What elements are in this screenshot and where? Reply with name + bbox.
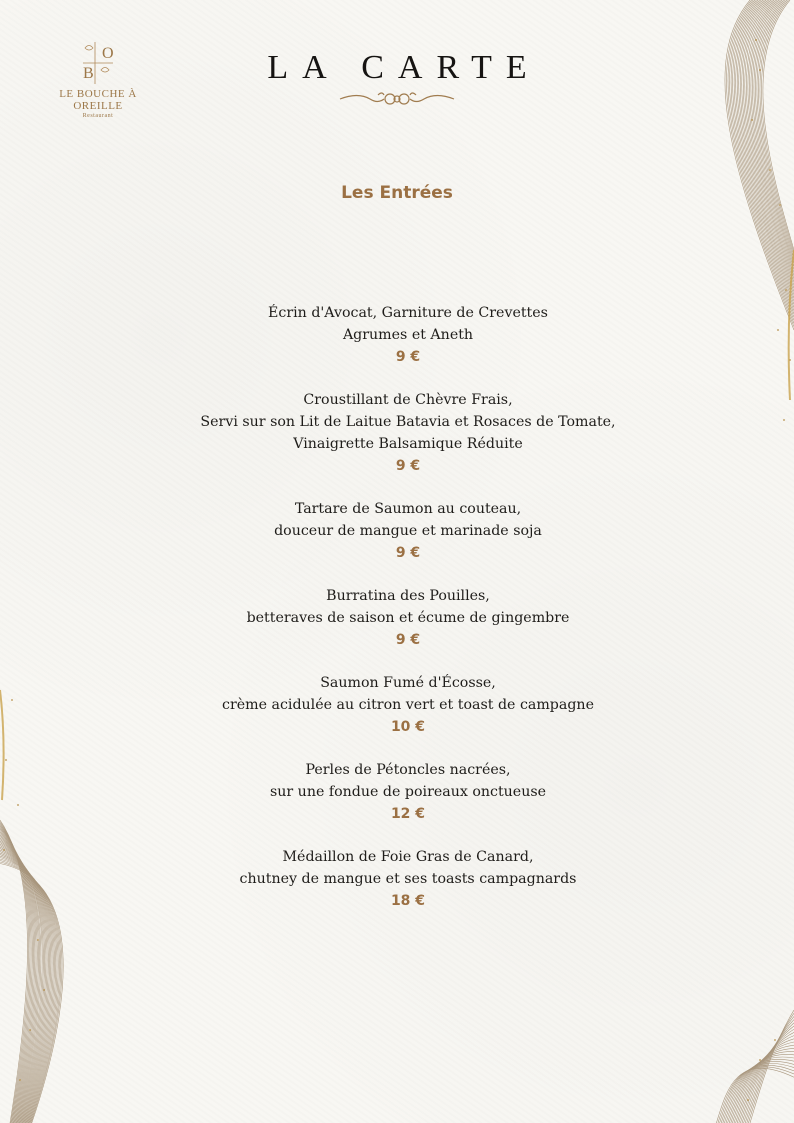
menu-item-description: Tartare de Saumon au couteau, <box>294 501 522 517</box>
menu-item-description: Servi sur son Lit de Laitue Batavia et Rosaces de Tomate, <box>200 414 616 430</box>
menu-item-description: Burratina des Pouilles, <box>326 588 490 604</box>
menu-item-description: Écrin d'Avocat, Garniture de Crevettes <box>268 305 548 321</box>
flourish-ornament-icon <box>338 88 456 110</box>
section-title-entrees: Les Entrées <box>341 183 453 203</box>
menu-item <box>100 846 716 912</box>
menu-item-price: 9 € <box>395 632 421 648</box>
menu-item <box>100 389 716 477</box>
menu-item <box>100 585 716 651</box>
menu-item-description: Médaillon de Foie Gras de Canard, <box>282 849 534 865</box>
menu-item-price: 9 € <box>395 458 421 474</box>
menu-item-description: Perles de Pétoncles nacrées, <box>305 762 511 778</box>
menu-item-description: crème acidulée au citron vert et toast de campagne <box>222 697 594 713</box>
menu-list <box>100 302 716 933</box>
logo-letter-o: O <box>102 45 114 62</box>
menu-item-price: 10 € <box>390 719 426 735</box>
menu-item-description: Vinaigrette Balsamique Réduite <box>293 436 523 452</box>
menu-item-price: 9 € <box>395 349 421 365</box>
menu-item-description: Croustillant de Chèvre Frais, <box>303 392 513 408</box>
menu-item-description: betteraves de saison et écume de gingembre <box>246 610 570 626</box>
menu-item-description: Saumon Fumé d'Écosse, <box>320 675 496 691</box>
menu-item <box>100 759 716 825</box>
menu-item <box>100 672 716 738</box>
logo-restaurant-name: LE BOUCHE À OREILLE <box>59 88 137 112</box>
logo-letter-b: B <box>83 65 94 82</box>
menu-item <box>100 302 716 368</box>
menu-item <box>100 498 716 564</box>
menu-item-description: douceur de mangue et marinade soja <box>274 523 542 539</box>
menu-item-price: 18 € <box>390 893 426 909</box>
menu-item-description: Agrumes et Aneth <box>342 327 474 343</box>
logo-subtitle: Restaurant <box>82 113 114 119</box>
menu-item-price: 12 € <box>390 806 426 822</box>
menu-item-description: sur une fondue de poireaux onctueuse <box>269 784 547 800</box>
menu-item-price: 9 € <box>395 545 421 561</box>
page-title: LA CARTE <box>267 48 541 86</box>
menu-item-description: chutney de mangue et ses toasts campagnards <box>239 871 577 887</box>
